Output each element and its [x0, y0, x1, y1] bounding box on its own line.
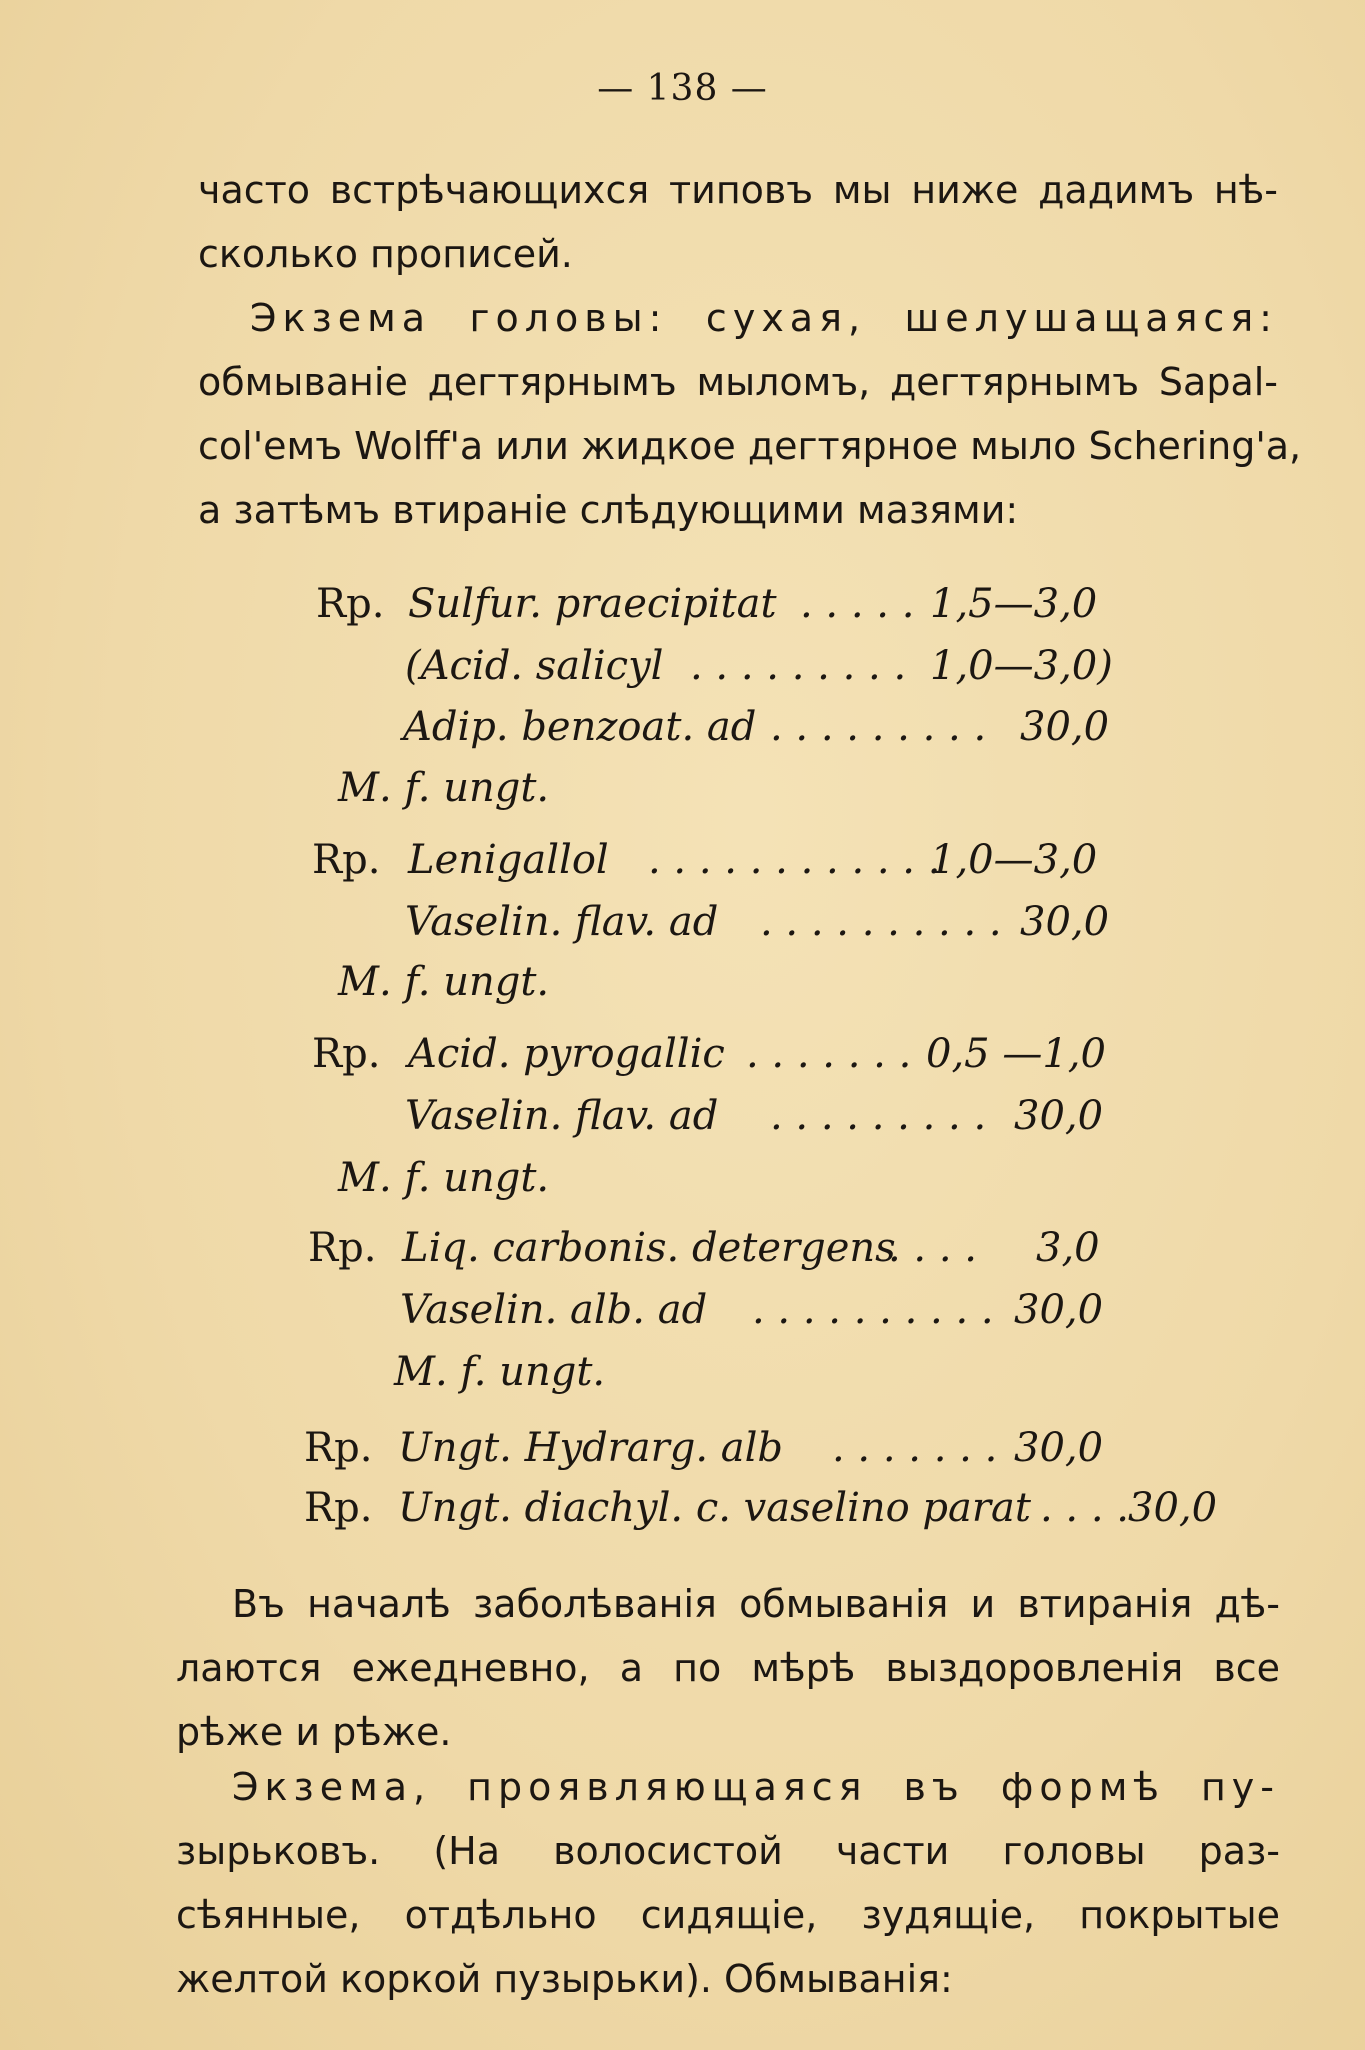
rp-label: Rp.	[304, 1425, 373, 1471]
text-line: зырьковъ. (На волосистой части головы раз-	[176, 1829, 1280, 1873]
text-line: лаются ежедневно, а по мѣрѣ выздоровленія все	[176, 1646, 1280, 1690]
drug-name: Ungt. Hydrarg. alb	[398, 1425, 784, 1471]
leader-dots: . . . . .	[800, 581, 915, 627]
dose: 30,0	[1128, 1485, 1218, 1531]
dose: 0,5 —1,0	[926, 1031, 1106, 1077]
misce-fiat-label: M. f. ungt.	[338, 1155, 550, 1201]
text-line: часто встрѣчающихся типовъ мы ниже дадимъ нѣ-	[198, 168, 1278, 212]
leader-dots: . . . . . . . . . .	[760, 899, 1002, 945]
leader-dots: . . . . . . . . . .	[752, 1287, 994, 1333]
drug-name: Acid. pyrogallic	[408, 1031, 725, 1077]
leader-dots: . . . . . . . . .	[770, 1093, 987, 1139]
text-line: обмываніе дегтярнымъ мыломъ, дегтярнымъ Sapal-	[198, 360, 1278, 404]
section-heading-line: Экзема головы: сухая, шелушащаяся:	[250, 296, 1278, 340]
misce-fiat-label: M. f. ungt.	[394, 1349, 606, 1395]
drug-name: Ungt. diachyl. c. vaselino parat	[398, 1485, 1031, 1531]
text-line: Въ началѣ заболѣванія обмыванія и втиранія дѣ-	[232, 1582, 1280, 1626]
dose: 30,0	[1014, 1425, 1104, 1471]
rp-label: Rp.	[304, 1485, 373, 1531]
rp-label: Rp.	[312, 837, 381, 883]
page-number: — 138 —	[597, 68, 768, 109]
drug-name: Liq. carbonis. detergens	[402, 1225, 896, 1271]
leader-dots: . . . . . . . . .	[770, 704, 987, 750]
text-line: сколько прописей.	[198, 232, 573, 276]
text-line: желтой коркой пузырьки). Обмыванія:	[176, 1957, 953, 2001]
drug-name: Lenigallol	[408, 837, 609, 883]
drug-name: Vaselin. alb. ad	[400, 1287, 708, 1333]
dose: 30,0	[1020, 899, 1110, 945]
leader-dots: . . . . . . .	[832, 1425, 998, 1471]
leader-dots: . . . .	[888, 1225, 978, 1271]
drug-name: Vaselin. flav. ad	[405, 899, 719, 945]
leader-dots: . . . . . . .	[746, 1031, 912, 1077]
rp-label: Rp.	[312, 1031, 381, 1077]
drug-name: (Acid. salicyl	[405, 643, 664, 689]
drug-name: Vaselin. flav. ad	[405, 1093, 719, 1139]
leader-dots: . . . . . . . . . . . .	[648, 837, 941, 883]
drug-name: Adip. benzoat. ad	[403, 704, 757, 750]
beginning-paragraph	[176, 1572, 1280, 1764]
eczema-vesicles-paragraph	[176, 1755, 1280, 2011]
rp-label: Rp.	[316, 581, 385, 627]
leader-dots: . . . . . . . . .	[690, 643, 907, 689]
dose: 1,0—3,0	[930, 837, 1098, 883]
leader-dots: . . . .	[1040, 1485, 1130, 1531]
dose: 30,0	[1020, 704, 1110, 750]
text-line: а затѣмъ втираніе слѣдующими мазями:	[198, 488, 1019, 532]
text-line: сѣянные, отдѣльно сидящіе, зудящіе, покрытые	[176, 1893, 1280, 1937]
drug-name: Sulfur. praecipitat	[408, 581, 777, 627]
dose: 3,0	[1036, 1225, 1100, 1271]
section-heading-line: Экзема, проявляющаяся въ формѣ пу-	[232, 1765, 1280, 1809]
dose: 1,5—3,0	[930, 581, 1098, 627]
misce-fiat-label: M. f. ungt.	[338, 959, 550, 1005]
text-line: рѣже и рѣже.	[176, 1710, 452, 1754]
dose: 30,0	[1014, 1287, 1104, 1333]
misce-fiat-label: M. f. ungt.	[338, 765, 550, 811]
dose: 1,0—3,0)	[930, 643, 1113, 689]
rp-label: Rp.	[308, 1225, 377, 1271]
text-line: col'емъ Wolff'а или жидкое дегтярное мыло Schering'а,	[198, 424, 1302, 468]
dose: 30,0	[1014, 1093, 1104, 1139]
